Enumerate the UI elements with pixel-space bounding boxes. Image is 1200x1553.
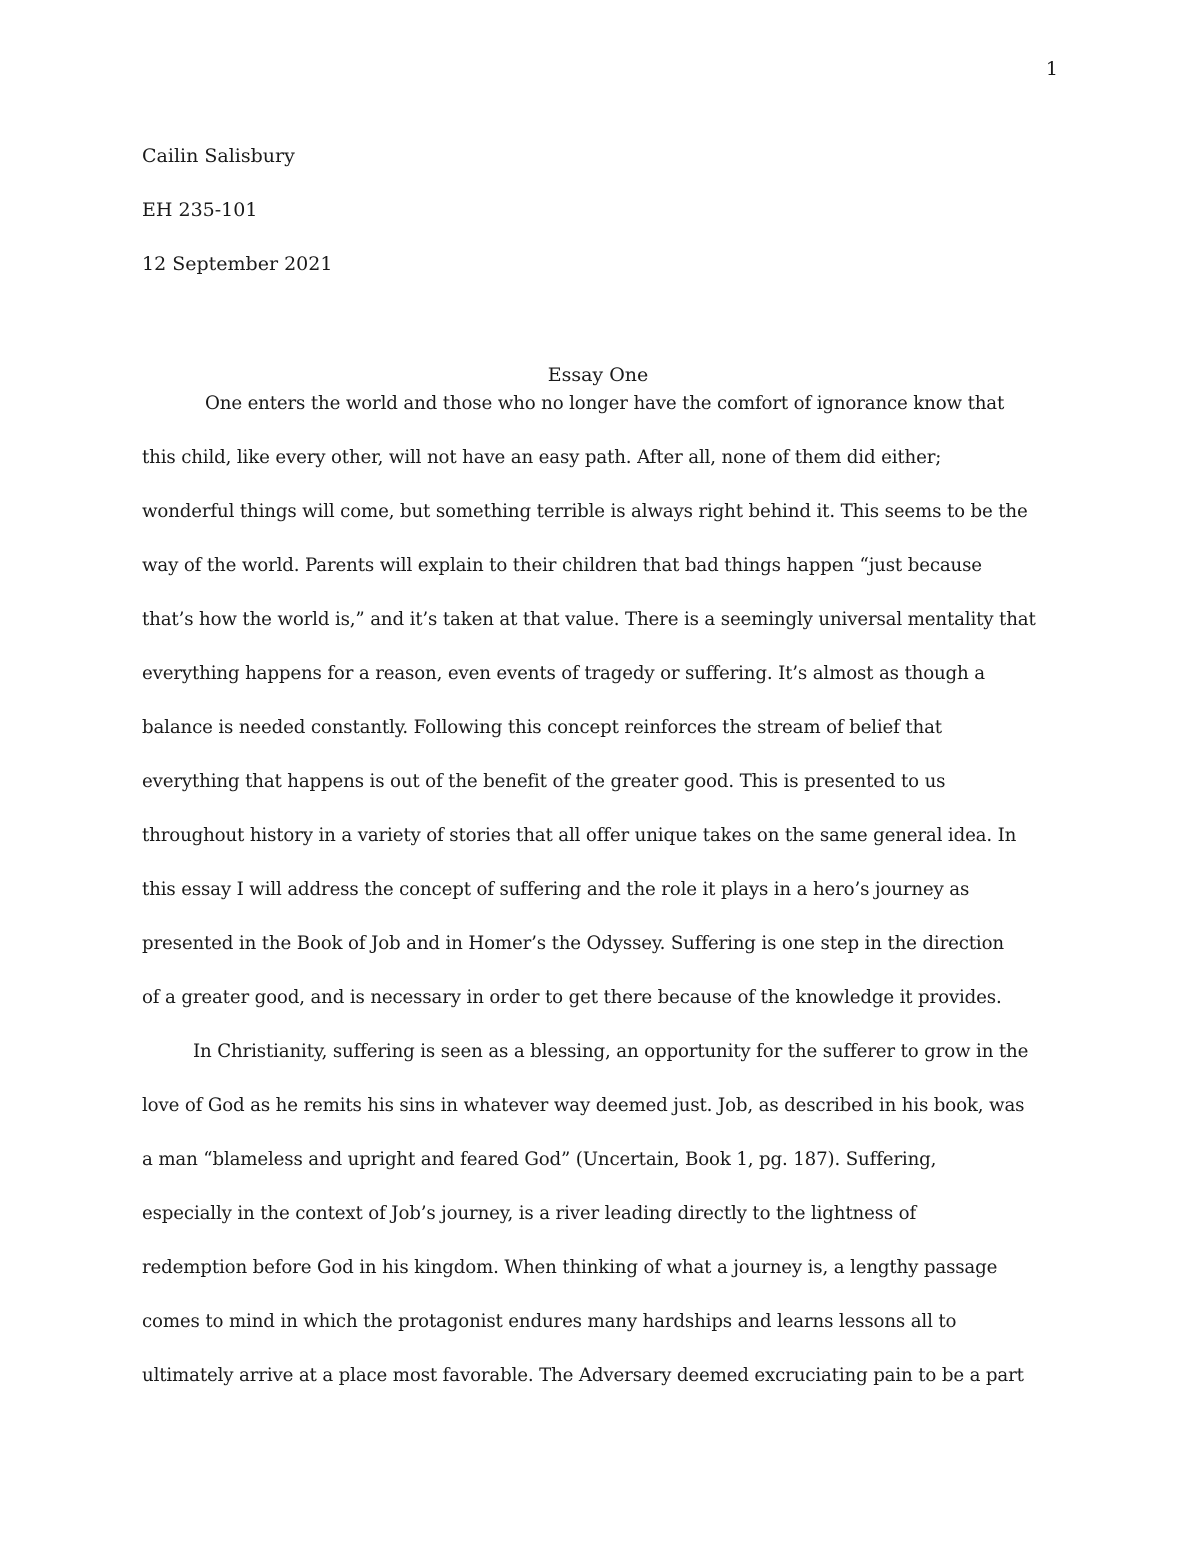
body-line: In Christianity, suffering is seen as a blessing, an opportunity for the sufferer to grow in the: [193, 1041, 1029, 1062]
body-line: redemption before God in his kingdom. When thinking of what a journey is, a lengthy passage: [142, 1257, 998, 1278]
body-line: wonderful things will come, but something terrible is always right behind it. This seems to be the: [142, 501, 1028, 522]
body-line: that’s how the world is,” and it’s taken at that value. There is a seemingly universal mentality that: [142, 609, 1036, 630]
body-line: a man “blameless and upright and feared God” (Uncertain, Book 1, pg. 187). Suffering,: [142, 1149, 937, 1170]
body-line: balance is needed constantly. Following this concept reinforces the stream of belief that: [142, 717, 942, 738]
body-line: comes to mind in which the protagonist endures many hardships and learns lessons all to: [142, 1311, 957, 1332]
essay-title: Essay One: [547, 364, 649, 386]
page-number: 1: [1045, 58, 1058, 80]
body-line: ultimately arrive at a place most favorable. The Adversary deemed excruciating pain to be a part: [142, 1365, 1024, 1386]
body-line: everything happens for a reason, even events of tragedy or suffering. It’s almost as though a: [142, 663, 985, 684]
course-code: EH 235-101: [142, 199, 258, 221]
body-line: this child, like every other, will not have an easy path. After all, none of them did either;: [142, 447, 942, 468]
body-line: throughout history in a variety of stories that all offer unique takes on the same general idea. In: [142, 825, 1017, 846]
essay-date: 12 September 2021: [142, 253, 333, 275]
body-line: especially in the context of Job’s journey, is a river leading directly to the lightness of: [142, 1203, 917, 1224]
body-line: everything that happens is out of the benefit of the greater good. This is presented to us: [142, 771, 946, 792]
author-name: Cailin Salisbury: [142, 145, 295, 167]
body-line: One enters the world and those who no longer have the comfort of ignorance know that: [205, 393, 1005, 414]
body-line: way of the world. Parents will explain to their children that bad things happen “just because: [142, 555, 982, 576]
body-line: presented in the Book of Job and in Homer’s the Odyssey. Suffering is one step in the direction: [142, 933, 1004, 954]
body-line: love of God as he remits his sins in whatever way deemed just. Job, as described in his book, was: [142, 1095, 1025, 1116]
body-line: this essay I will address the concept of suffering and the role it plays in a hero’s journey as: [142, 879, 970, 900]
body-line: of a greater good, and is necessary in order to get there because of the knowledge it provides.: [142, 987, 1002, 1008]
